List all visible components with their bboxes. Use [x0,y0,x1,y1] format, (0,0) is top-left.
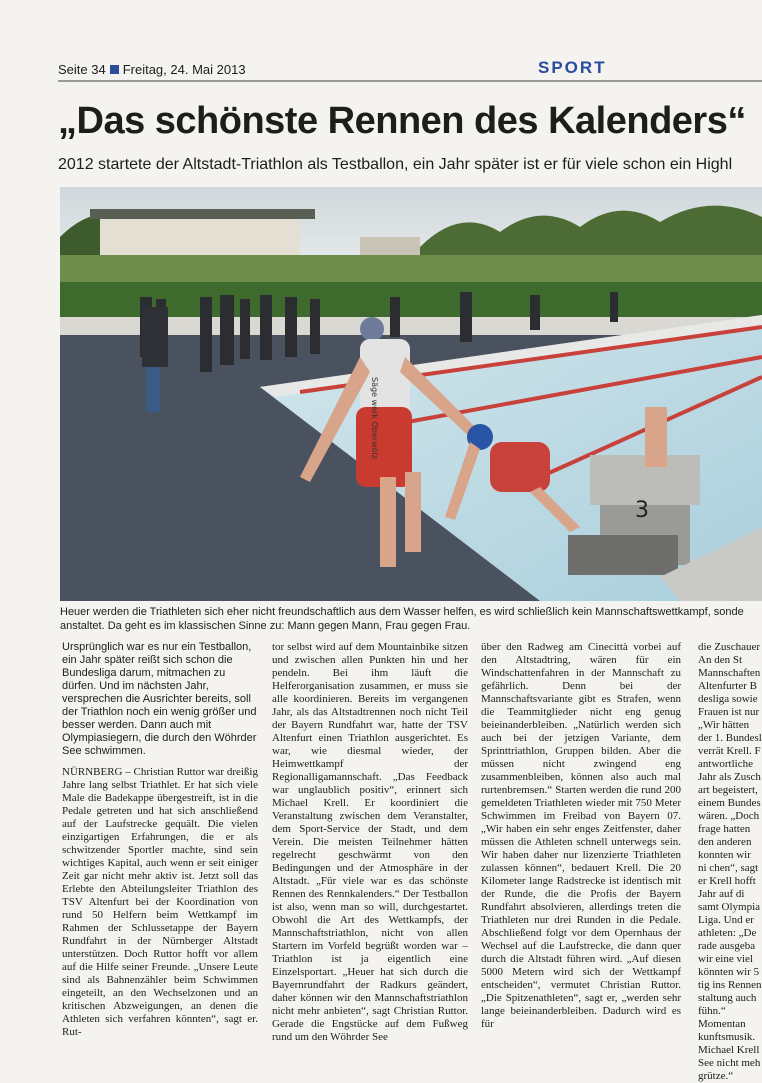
caption-line-2: anstaltet. Da geht es im klassischen Sinne zu: Mann gegen Mann, Frau gegen Frau. [60,620,471,632]
text-column-3 [481,641,681,1030]
text-column-2 [272,641,468,1043]
article-lead: Ursprünglich war es nur ein Testballon, ein Jahr später reißt sich schon die Bundesliga darum, mitmachen zu dürfen. Und im nächsten Jahr, versprechen die Ausrichter bereits, soll der Triathlon noch ein wenig größer und besser werden. Dann auch mit Olympiasiegern, die durch den Wöhrder See schwimmen. [62,641,257,757]
swimming-pool-photo [60,187,762,601]
text-column-1 [62,641,258,1038]
photo-caption [60,605,762,633]
suit-sponsor-text: Säge werk Oberwölz [370,377,379,459]
page-info [58,62,246,77]
column-2-body: tor selbst wird auf dem Mountainbike sitzen und zwischen allen Punkten hin und her pendeln. Bei ihm läuft die Helferorganisation zusammen, er muss sie alle koordinieren. Bereits im vergangenen Jahr, als das Altstadtrennen noch nicht Teil der Bayern Rundfahrt war, hatte der TSV Altenfurt einen Triathlon ausgerichtet. Es war, wie diesmal wieder, der Heimwettkampf der Regionalligamannschaft. „Das Feedback war unglaublich positiv“, erinnert sich Michael Krell. Er koordiniert die Veranstaltung zwischen dem Veranstalter, dem Sport-Service der Stadt, und dem Verein. Die meisten Teilnehmer hätten regelrecht geschwärmt von den Bedingungen und der Atmosphäre in der Altstadt. „Für viele war es das schönste Rennen des Rennkalenders.“ Der Testballon ist also, wenn man so will, durchgestartet. Obwohl die Art des Wettkampfs, der Mannschaftstriathlon, nicht von allen Startern im Vorfeld begrüßt worden war – Triathlon ist ja eigentlich eine Einzelsportart. „Heuer hat sich durch die Bayernrundfahrt der Radkurs geändert, daher können wir den Mannschaftstriathlon nicht mehr anbieten“, sagt Christian Ruttor. Gerade die Engstücke auf dem Fußweg rund um den Wöhrder See [272,641,468,1043]
article-subhead: 2012 startete der Altstadt-Triathlon als Testballon, ein Jahr später ist er für viele schon ein Highl [58,156,733,173]
column-3-body: über den Radweg am Cinecittà vorbei auf den Altstadtring, wären für ein Windschattenfahren in der Mannschaft zu gefährlich. Denn bei der Mannschaftsvariante gibt es Strafen, wenn die Teammitglieder nicht eng genug beieinanderbleiben. „Natürlich werden sich auch bei der jetzigen Variante, dem Sprinttriathlon, Gruppen bilden. Aber die müssen nicht zwingend eng zusammenbleiben, können also auch mal rurtenbremsen.“ Starten werden die rund 200 gemeldeten Triathleten wieder mit 750 Meter Schwimmen im Freibad von Bayern 07. „Wir haben ein sehr enges Zeitfenster, daher müssen die Athleten schnell unterwegs sein. Wir haben daher nur lizenzierte Triathleten zulassen können“, bedauert Krell. Die 20 Kilometer lange Radstrecke ist identisch mit der Runde, die die Profis der Bayern Rundfahrt absolvieren, allerdings treten die Triathleten nur drei Runden in die Pedale. Abschließend folgt vor dem Opernhaus der Wechsel auf die Laufstrecke, die dann quer durch die Altstadt führen wird. „Auf diesen 5000 Metern wird sich der Wettkampf entscheiden“, vermutet Christian Ruttor. „Die Spitzenathleten“, sagt er, „werden sehr lange beieinanderbleiben. Dadurch wird es für [481,641,681,1030]
article-photo [60,187,762,601]
column-1-body: NÜRNBERG – Christian Ruttor war dreißig Jahre lang selbst Triathlet. Er hat sich viele Male die Badekappe übergestreift, ist in die Pedale getreten und hat sich anschließend auf der Laufstrecke gequält. Die vielen einzigartigen Erfahrungen, die er als schwitzender Sportler machte, sind sein wichtiges Kapital, auch wenn er seit einiger Zeit gar nicht mehr aktiv ist. Jetzt soll das Erlebte den Abteilungsleiter Triathlon des TSV Altenfurt bei der Koordination von rund 50 Helfern beim Wettkampf im Rahmen der Schlussetappe der Bayern Rundfahrt in der Nürnberger Altstadt unterstützen. Doch Ruttor hofft vor allem auf die Hilfe seiner Freunde. „Unsere Leute sind als Bahnenzähler beim Schwimmen eingeteilt, an den Wechselzonen und an kritischen Abzweigungen, an denen die Athleten sich verfahren könnten“, sagt er. Rut- [62,766,258,1038]
text-column-4 [698,641,762,1082]
square-bullet-icon [110,65,119,74]
issue-date: Freitag, 24. Mai 2013 [122,62,246,77]
header-rule [58,80,762,82]
page-number: Seite 34 [58,62,106,77]
page-header [58,60,762,82]
caption-line-1: Heuer werden die Triathleten sich eher nicht freundschaftlich aus dem Wasser helfen, es wird schließlich kein Mannschaftswettkampf, sonde [60,606,744,618]
starting-block-number: 3 [635,498,649,523]
article-headline: „Das schönste Rennen des Kalenders“ [58,100,746,142]
section-label: SPORT [532,58,613,78]
column-4-body: die Zuschauer An den St Mannschaften Altenfurter B desliga sowie Frauen ist nur „Wir hätten der 1. Bundesl verrät Krell. F antwortliche Jahr als Zusch art begeistert, einem Bundes wären. „Doch frage hatten den anderen konnten wir ni chen“, sagt er Krell hofft Jahr auf di samt Olympia Liga. Und er athleten: „De rade ausgeba wir eine viel könnten wir 5 tig ins Rennen staltung auch fühn.“ Momentan kunftsmusik. Michael Krell See nicht meh grütze.“ [698,641,762,1082]
